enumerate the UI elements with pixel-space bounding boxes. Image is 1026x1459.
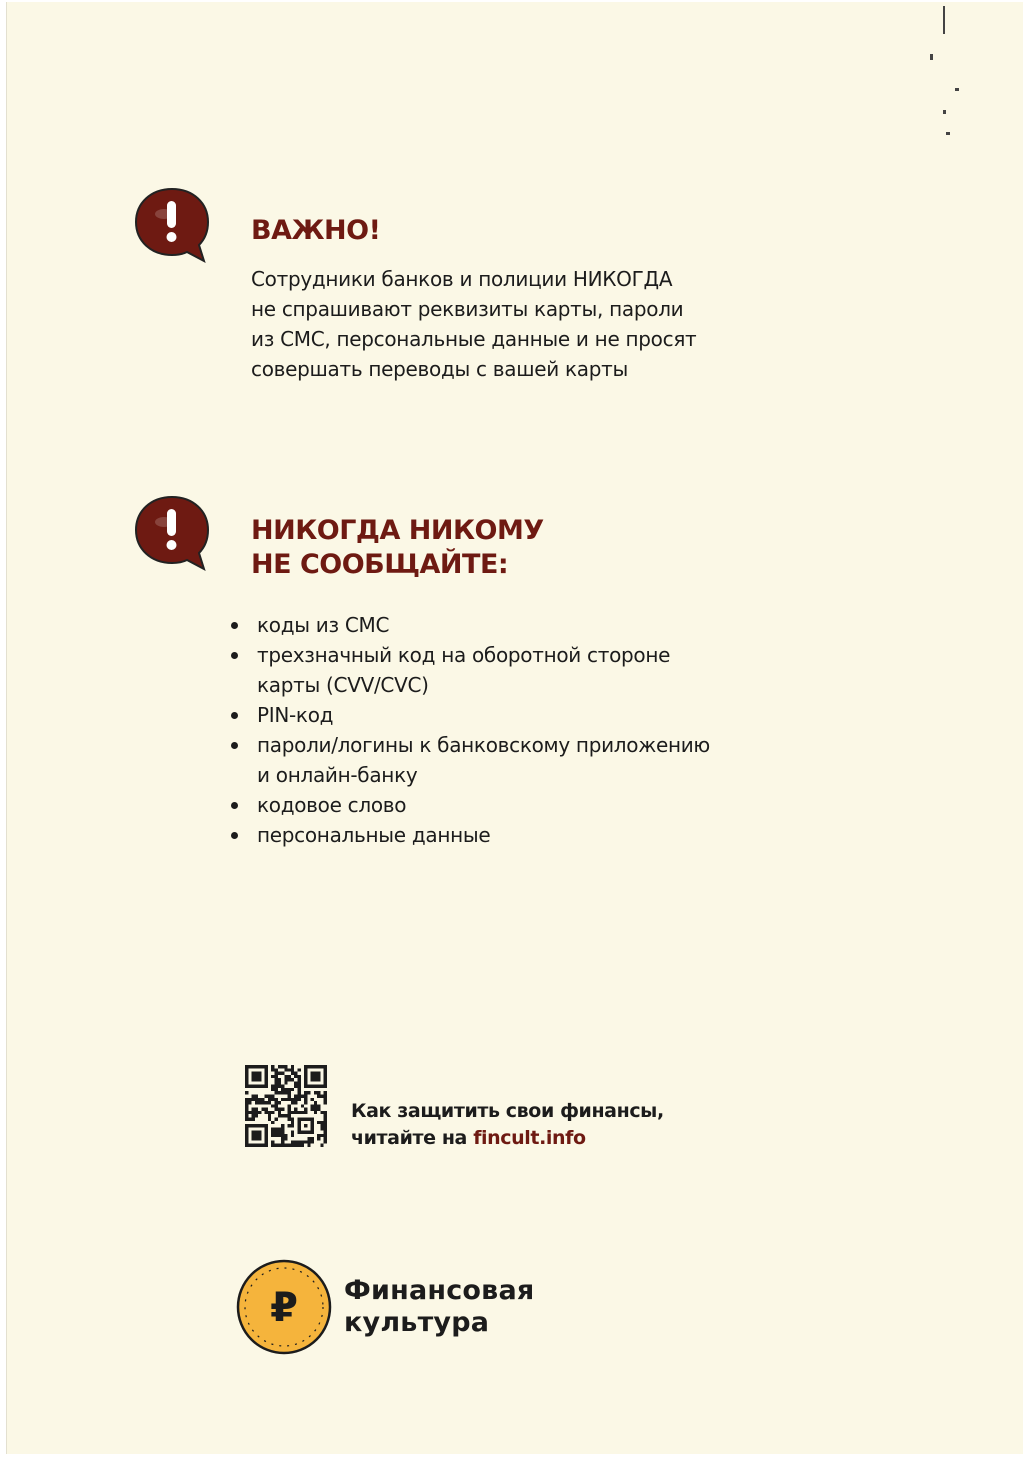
- qr-module: [261, 1108, 264, 1111]
- qr-module: [275, 1085, 278, 1088]
- qr-module: [294, 1072, 297, 1075]
- qr-module: [288, 1095, 291, 1098]
- qr-module: [271, 1134, 274, 1137]
- qr-module: [288, 1108, 291, 1111]
- qr-module: [284, 1081, 287, 1084]
- qr-module: [261, 1098, 264, 1101]
- list-item: [229, 610, 809, 640]
- qr-module: [324, 1124, 327, 1127]
- qr-module: [324, 1111, 327, 1114]
- qr-module: [275, 1101, 278, 1104]
- qr-module: [297, 1140, 300, 1143]
- list-item-text: кодовое слово: [257, 793, 407, 817]
- qr-module: [284, 1091, 287, 1094]
- qr-module: [304, 1091, 307, 1094]
- qr-module: [311, 1098, 314, 1101]
- list-item: [229, 790, 809, 820]
- qr-module: [304, 1095, 307, 1098]
- qr-module: [324, 1098, 327, 1101]
- qr-module: [268, 1101, 271, 1104]
- qr-module: [320, 1127, 323, 1130]
- qr-module: [297, 1068, 300, 1071]
- qr-module: [275, 1127, 278, 1130]
- qr-module: [281, 1134, 284, 1137]
- never-title: [251, 514, 544, 582]
- qr-module: [317, 1108, 320, 1111]
- qr-module: [294, 1085, 297, 1088]
- scan-mark: [943, 110, 946, 114]
- qr-module: [275, 1091, 278, 1094]
- qr-caption-line: [351, 1125, 664, 1152]
- bullet-icon: [231, 622, 238, 629]
- qr-module: [324, 1131, 327, 1134]
- qr-module: [311, 1137, 314, 1140]
- qr-module: [291, 1088, 294, 1091]
- qr-module: [271, 1131, 274, 1134]
- qr-module: [245, 1117, 248, 1120]
- qr-module: [284, 1065, 287, 1068]
- qr-module: [297, 1085, 300, 1088]
- qr-module: [291, 1098, 294, 1101]
- qr-module: [291, 1131, 294, 1134]
- qr-module: [314, 1111, 317, 1114]
- qr-module: [304, 1140, 307, 1143]
- qr-module: [284, 1114, 287, 1117]
- scan-mark: [930, 54, 933, 60]
- qr-module: [288, 1068, 291, 1071]
- bullet-icon: [231, 742, 238, 749]
- qr-module: [255, 1108, 258, 1111]
- qr-module: [291, 1111, 294, 1114]
- qr-module: [278, 1085, 281, 1088]
- never-title-line: НИКОГДА НИКОМУ: [251, 515, 544, 546]
- qr-module: [275, 1131, 278, 1134]
- qr-module: [288, 1111, 291, 1114]
- qr-module: [281, 1140, 284, 1143]
- scan-mark: [943, 6, 945, 34]
- qr-module: [281, 1091, 284, 1094]
- qr-module: [275, 1088, 278, 1091]
- qr-module: [248, 1117, 251, 1120]
- qr-module: [301, 1095, 304, 1098]
- never-share-list: [229, 610, 809, 850]
- list-item-text: карты (CVV/CVC): [257, 673, 429, 697]
- qr-module: [284, 1078, 287, 1081]
- qr-module: [304, 1108, 307, 1111]
- qr-module: [275, 1117, 278, 1120]
- qr-module: [281, 1065, 284, 1068]
- qr-module: [294, 1101, 297, 1104]
- qr-module: [320, 1111, 323, 1114]
- qr-module: [268, 1111, 271, 1114]
- qr-module: [301, 1140, 304, 1143]
- qr-module: [265, 1095, 268, 1098]
- qr-module: [294, 1111, 297, 1114]
- qr-module: [275, 1072, 278, 1075]
- qr-module: [281, 1072, 284, 1075]
- qr-module: [320, 1121, 323, 1124]
- brand-name: [344, 1275, 534, 1339]
- qr-module: [288, 1078, 291, 1081]
- qr-module: [288, 1104, 291, 1107]
- never-title-line: НЕ СООБЩАЙТЕ:: [251, 549, 509, 580]
- qr-module: [297, 1078, 300, 1081]
- qr-module: [275, 1081, 278, 1084]
- qr-module: [288, 1144, 291, 1147]
- qr-module: [324, 1137, 327, 1140]
- qr-module: [245, 1091, 248, 1094]
- qr-module: [271, 1075, 274, 1078]
- qr-module: [275, 1144, 278, 1147]
- qr-module: [245, 1098, 248, 1101]
- qr-module: [324, 1134, 327, 1137]
- qr-module: [317, 1095, 320, 1098]
- bullet-icon: [231, 802, 238, 809]
- qr-module: [278, 1131, 281, 1134]
- qr-module: [304, 1098, 307, 1101]
- qr-module: [314, 1091, 317, 1094]
- qr-module: [301, 1111, 304, 1114]
- list-item: [229, 820, 809, 850]
- qr-module: [278, 1072, 281, 1075]
- qr-module: [271, 1140, 274, 1143]
- qr-module: [324, 1127, 327, 1130]
- qr-module: [278, 1108, 281, 1111]
- qr-module: [301, 1144, 304, 1147]
- qr-module: [314, 1108, 317, 1111]
- list-item-text: коды из СМС: [257, 613, 390, 637]
- qr-module: [248, 1101, 251, 1104]
- qr-module: [288, 1098, 291, 1101]
- qr-module: [255, 1095, 258, 1098]
- important-line: не спрашивают реквизиты карты, пароли: [251, 297, 684, 321]
- qr-module: [320, 1144, 323, 1147]
- qr-module: [307, 1144, 310, 1147]
- qr-module: [252, 1114, 255, 1117]
- qr-module: [284, 1075, 287, 1078]
- qr-module: [278, 1111, 281, 1114]
- qr-module: [324, 1101, 327, 1104]
- qr-module: [278, 1078, 281, 1081]
- qr-module: [265, 1111, 268, 1114]
- scan-mark: [955, 88, 959, 91]
- important-line: Сотрудники банков и полиции НИКОГДА: [251, 267, 673, 291]
- qr-module: [297, 1144, 300, 1147]
- important-line: из СМС, персональные данные и не просят: [251, 327, 697, 351]
- qr-module: [297, 1075, 300, 1078]
- qr-module: [317, 1137, 320, 1140]
- qr-module: [291, 1078, 294, 1081]
- qr-module: [271, 1068, 274, 1071]
- qr-module: [248, 1111, 251, 1114]
- qr-module: [288, 1088, 291, 1091]
- qr-module: [307, 1091, 310, 1094]
- qr-module: [304, 1101, 307, 1104]
- qr-module: [314, 1101, 317, 1104]
- qr-module: [268, 1114, 271, 1117]
- qr-module: [271, 1065, 274, 1068]
- qr-module: [268, 1117, 271, 1120]
- qr-module: [284, 1134, 287, 1137]
- qr-module: [324, 1091, 327, 1094]
- qr-module: [324, 1114, 327, 1117]
- qr-module: [275, 1098, 278, 1101]
- qr-module: [281, 1114, 284, 1117]
- qr-module: [288, 1117, 291, 1120]
- list-item-text: и онлайн-банку: [257, 763, 418, 787]
- exclamation-speech-bubble-icon: [131, 184, 213, 266]
- qr-module: [324, 1117, 327, 1120]
- qr-module: [291, 1101, 294, 1104]
- qr-module: [297, 1088, 300, 1091]
- ruble-symbol: ₽: [270, 1285, 298, 1331]
- qr-module: [248, 1098, 251, 1101]
- qr-module: [304, 1111, 307, 1114]
- qr-module: [271, 1104, 274, 1107]
- qr-module: [294, 1140, 297, 1143]
- qr-module: [291, 1121, 294, 1124]
- qr-module: [294, 1075, 297, 1078]
- list-item: [229, 700, 809, 730]
- bullet-icon: [231, 712, 238, 719]
- qr-module: [324, 1095, 327, 1098]
- qr-module: [255, 1111, 258, 1114]
- qr-module: [317, 1091, 320, 1094]
- qr-module: [297, 1091, 300, 1094]
- qr-module: [291, 1124, 294, 1127]
- important-paragraph: [251, 264, 811, 384]
- qr-module: [297, 1081, 300, 1084]
- qr-module: [288, 1075, 291, 1078]
- qr-module: [288, 1114, 291, 1117]
- qr-module: [320, 1095, 323, 1098]
- qr-module: [294, 1095, 297, 1098]
- qr-module: [291, 1140, 294, 1143]
- qr-module: [271, 1121, 274, 1124]
- qr-module: [252, 1095, 255, 1098]
- qr-module: [265, 1108, 268, 1111]
- qr-module: [294, 1144, 297, 1147]
- qr-module: [291, 1068, 294, 1071]
- ruble-coin-logo: [235, 1258, 333, 1356]
- qr-module: [324, 1121, 327, 1124]
- qr-module: [252, 1111, 255, 1114]
- exclamation-speech-bubble-icon: [131, 492, 213, 574]
- qr-module: [284, 1088, 287, 1091]
- qr-module: [258, 1101, 261, 1104]
- brand-line: Финансовая: [344, 1275, 535, 1306]
- qr-module: [278, 1114, 281, 1117]
- qr-module: [317, 1121, 320, 1124]
- qr-module: [317, 1134, 320, 1137]
- qr-module: [291, 1117, 294, 1120]
- qr-module: [245, 1104, 248, 1107]
- qr-module: [278, 1134, 281, 1137]
- qr-module: [284, 1068, 287, 1071]
- qr-module: [284, 1137, 287, 1140]
- qr-module: [275, 1068, 278, 1071]
- qr-module: [261, 1101, 264, 1104]
- fincult-link[interactable]: fincult.info: [473, 1127, 586, 1149]
- qr-module: [252, 1108, 255, 1111]
- qr-module: [268, 1098, 271, 1101]
- scan-mark: [946, 132, 950, 135]
- qr-module: [307, 1140, 310, 1143]
- qr-module: [288, 1091, 291, 1094]
- qr-module: [320, 1124, 323, 1127]
- qr-module: [294, 1108, 297, 1111]
- list-item: [229, 640, 809, 700]
- qr-module: [281, 1144, 284, 1147]
- qr-module: [281, 1137, 284, 1140]
- qr-module: [297, 1098, 300, 1101]
- qr-module: [252, 1098, 255, 1101]
- qr-module: [271, 1095, 274, 1098]
- qr-module: [275, 1108, 278, 1111]
- qr-module: [284, 1098, 287, 1101]
- qr-module: [255, 1101, 258, 1104]
- qr-module: [314, 1104, 317, 1107]
- list-item: [229, 730, 809, 790]
- qr-module: [245, 1111, 248, 1114]
- qr-module: [291, 1134, 294, 1137]
- qr-module: [268, 1095, 271, 1098]
- qr-module: [281, 1098, 284, 1101]
- qr-module: [291, 1144, 294, 1147]
- qr-module: [258, 1111, 261, 1114]
- qr-module: [311, 1140, 314, 1143]
- qr-module: [297, 1111, 300, 1114]
- qr-module: [278, 1144, 281, 1147]
- qr-module: [281, 1088, 284, 1091]
- list-item-text: пароли/логины к банковскому приложению: [257, 733, 710, 757]
- list-item-text: PIN-код: [257, 703, 334, 727]
- qr-module: [301, 1104, 304, 1107]
- qr-module: [324, 1140, 327, 1143]
- qr-module: [265, 1101, 268, 1104]
- list-item-text: трехзначный код на оборотной стороне: [257, 643, 671, 667]
- qr-caption-prefix: читайте на: [351, 1127, 474, 1149]
- qr-module: [275, 1078, 278, 1081]
- qr-module: [288, 1124, 291, 1127]
- qr-module: [271, 1111, 274, 1114]
- qr-module: [245, 1114, 248, 1117]
- qr-module: [281, 1085, 284, 1088]
- qr-module: [278, 1101, 281, 1104]
- qr-module: [271, 1088, 274, 1091]
- qr-module: [275, 1134, 278, 1137]
- qr-module: [271, 1085, 274, 1088]
- qr-module: [281, 1131, 284, 1134]
- list-item-text: персональные данные: [257, 823, 491, 847]
- qr-module: [271, 1144, 274, 1147]
- qr-caption-line: Как защитить свои финансы,: [351, 1100, 664, 1122]
- qr-module: [311, 1104, 314, 1107]
- qr-module: [307, 1137, 310, 1140]
- qr-module: [252, 1117, 255, 1120]
- qr-module: [278, 1081, 281, 1084]
- qr-module: [255, 1098, 258, 1101]
- qr-module: [278, 1091, 281, 1094]
- qr-module: [291, 1065, 294, 1068]
- qr-caption: [351, 1098, 664, 1152]
- bullet-icon: [231, 832, 238, 839]
- brand-line: культура: [344, 1307, 490, 1338]
- important-line: совершать переводы с вашей карты: [251, 357, 628, 381]
- qr-module: [275, 1075, 278, 1078]
- qr-module: [317, 1104, 320, 1107]
- qr-module: [281, 1108, 284, 1111]
- qr-module: [255, 1114, 258, 1117]
- qr-module: [245, 1101, 248, 1104]
- qr-module: [278, 1127, 281, 1130]
- qr-module: [275, 1104, 278, 1107]
- qr-module: [284, 1144, 287, 1147]
- qr-module: [294, 1098, 297, 1101]
- qr-module: [281, 1124, 284, 1127]
- qr-code[interactable]: [245, 1065, 327, 1147]
- qr-module: [258, 1098, 261, 1101]
- qr-module: [291, 1072, 294, 1075]
- qr-module: [271, 1098, 274, 1101]
- leaflet-page: [6, 2, 1023, 1454]
- qr-module: [294, 1081, 297, 1084]
- bullet-icon: [231, 652, 238, 659]
- qr-module: [311, 1108, 314, 1111]
- important-title: ВАЖНО!: [251, 215, 381, 246]
- qr-module: [271, 1127, 274, 1130]
- qr-module: [297, 1095, 300, 1098]
- qr-module: [281, 1127, 284, 1130]
- qr-module: [245, 1108, 248, 1111]
- qr-module: [278, 1065, 281, 1068]
- qr-module: [320, 1134, 323, 1137]
